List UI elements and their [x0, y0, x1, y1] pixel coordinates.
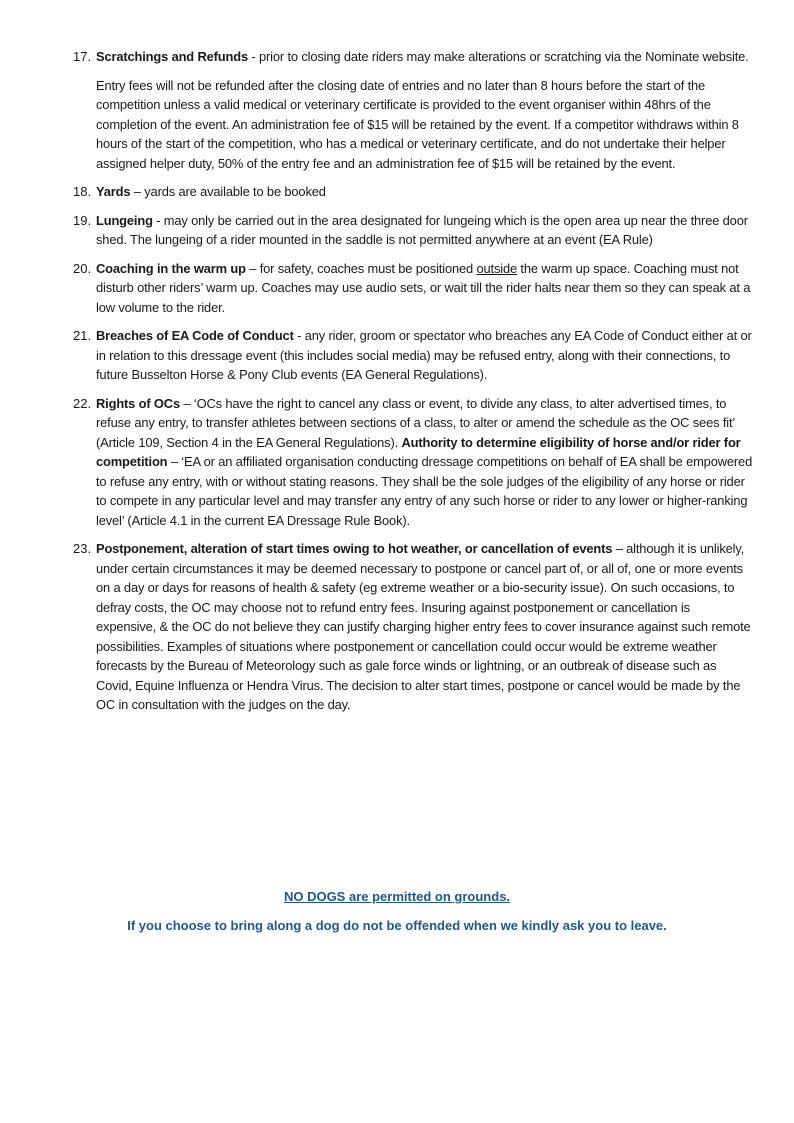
item-paragraph — [96, 539, 753, 715]
item-number: 23. — [73, 541, 92, 556]
item-text: – for safety, coaches must be positioned — [245, 260, 477, 276]
item-title: Scratchings and Refunds — [96, 49, 248, 64]
item-text: – ‘OCs have the right to cancel any class or event, to divide any class, to alter advertised times, to refuse any entry, to transfer athletes between sections of a class, to alter or amend the schedule as the OC sees fit’ (Article 109, Section 4 in the EA General Regulations). — [96, 395, 735, 450]
item-paragraph — [96, 182, 753, 202]
item-paragraph — [96, 394, 753, 531]
item-title: Yards — [96, 184, 131, 199]
item-title: Postponement, alteration of start times owing to hot weather, or cancellation of events — [96, 541, 613, 556]
underlined-word: outside — [476, 260, 517, 276]
item-title: Breaches of EA Code of Conduct — [96, 328, 294, 343]
no-dogs-notice: NO DOGS are permitted on grounds. — [283, 889, 511, 904]
item-title: Lungeing — [96, 212, 153, 228]
item-paragraph — [96, 326, 753, 385]
item-text: - any rider, groom or spectator who breaches any EA Code of Conduct either at or in relation to this dressage event (this includes social media) may be refused entry, along with their connections, to future Busselton Horse & Pony Club events (EA General Regulations). — [96, 328, 752, 382]
item-text: – yards are available to be booked — [130, 184, 326, 199]
item-number: 22. — [73, 395, 92, 411]
item-paragraph — [96, 47, 753, 67]
item-paragraph — [96, 259, 753, 318]
item-text: - prior to closing date riders may make alterations or scratching via the Nominate website. — [247, 49, 749, 64]
item-text-2: the warm up space. Coaching must not disturb other riders’ warm up. Coaches may use audio sets, or wait till the rider halts near them so they can speak at a low volume to the rider. — [96, 260, 751, 315]
item-text-2: – ‘EA or an affiliated organisation conducting dressage competitions on behalf of EA shall be empowered to refuse any entry, with or without stating reasons. They shall be the sole judges of the eligibility of any horse or rider to compete in any particular level and may transfer any entry of any such horse or rider to any lower or higher-ranking level’ (Article 4.1 in the current EA Dressage Rule Book). — [96, 454, 753, 528]
rules-list — [73, 47, 753, 724]
rule-item-22 — [73, 394, 753, 531]
item-number: 21. — [73, 328, 92, 343]
dog-warning-notice: If you choose to bring along a dog do not be offended when we kindly ask you to leave. — [127, 918, 667, 933]
item-title: Coaching in the warm up — [96, 260, 246, 276]
rule-item-23 — [73, 539, 753, 715]
item-title: Rights of OCs — [96, 395, 180, 411]
item-text: – although it is unlikely, under certain circumstances it may be deemed necessary to postpone or cancel part of, or all of, one or more events on a day or days for reasons of health & safety (eg extreme weather or a bio-security issue). On such occasions, to defray costs, the OC may choose not to refund entry fees. Insuring against postponement or cancellation is expensive, & the OC do not believe they can justify charging higher entry fees to cover insurance against such remote possibilities. Examples of situations where postponement or cancellation could occur would be extreme weather forecasts by the Bureau of Meteorology such as gale force winds or lightning, or an outbreak of disease such as Covid, Equine Influenza or Hendra Virus. The decision to alter start times, postpone or cancel would be made by the OC in consultation with the judges on the day. — [96, 541, 751, 712]
rule-item-17 — [73, 47, 753, 173]
item-number: 19. — [73, 212, 92, 228]
item-text: - may only be carried out in the area designated for lungeing which is the open area up near the three door shed. The lungeing of a rider mounted in the saddle is not permitted anywhere at an event (EA Rule) — [96, 212, 748, 247]
rule-item-20 — [73, 259, 753, 318]
item-number: 18. — [73, 184, 92, 199]
item-number: 20. — [73, 260, 92, 276]
rule-item-21 — [73, 326, 753, 385]
item-paragraph — [96, 211, 753, 250]
item-paragraph-2: Entry fees will not be refunded after the closing date of entries and no later than 8 hours before the start of the competition unless a valid medical or veterinary certificate is provided to the event organiser within 48hrs of the completion of the event. An administration fee of $15 will be retained by the event. If a competitor withdraws within 8 hours of the start of the competition, who has a medical or veterinary certificate, and do not undertake their helper assigned helper duty, 50% of the entry fee and an administration fee of $15 will be retained by the event. — [96, 77, 739, 171]
item-number: 17. — [73, 49, 92, 64]
item-subtitle: Authority to determine eligibility of horse and/or rider for competition — [96, 434, 741, 469]
rule-item-18 — [73, 182, 753, 202]
rule-item-19 — [73, 211, 753, 250]
